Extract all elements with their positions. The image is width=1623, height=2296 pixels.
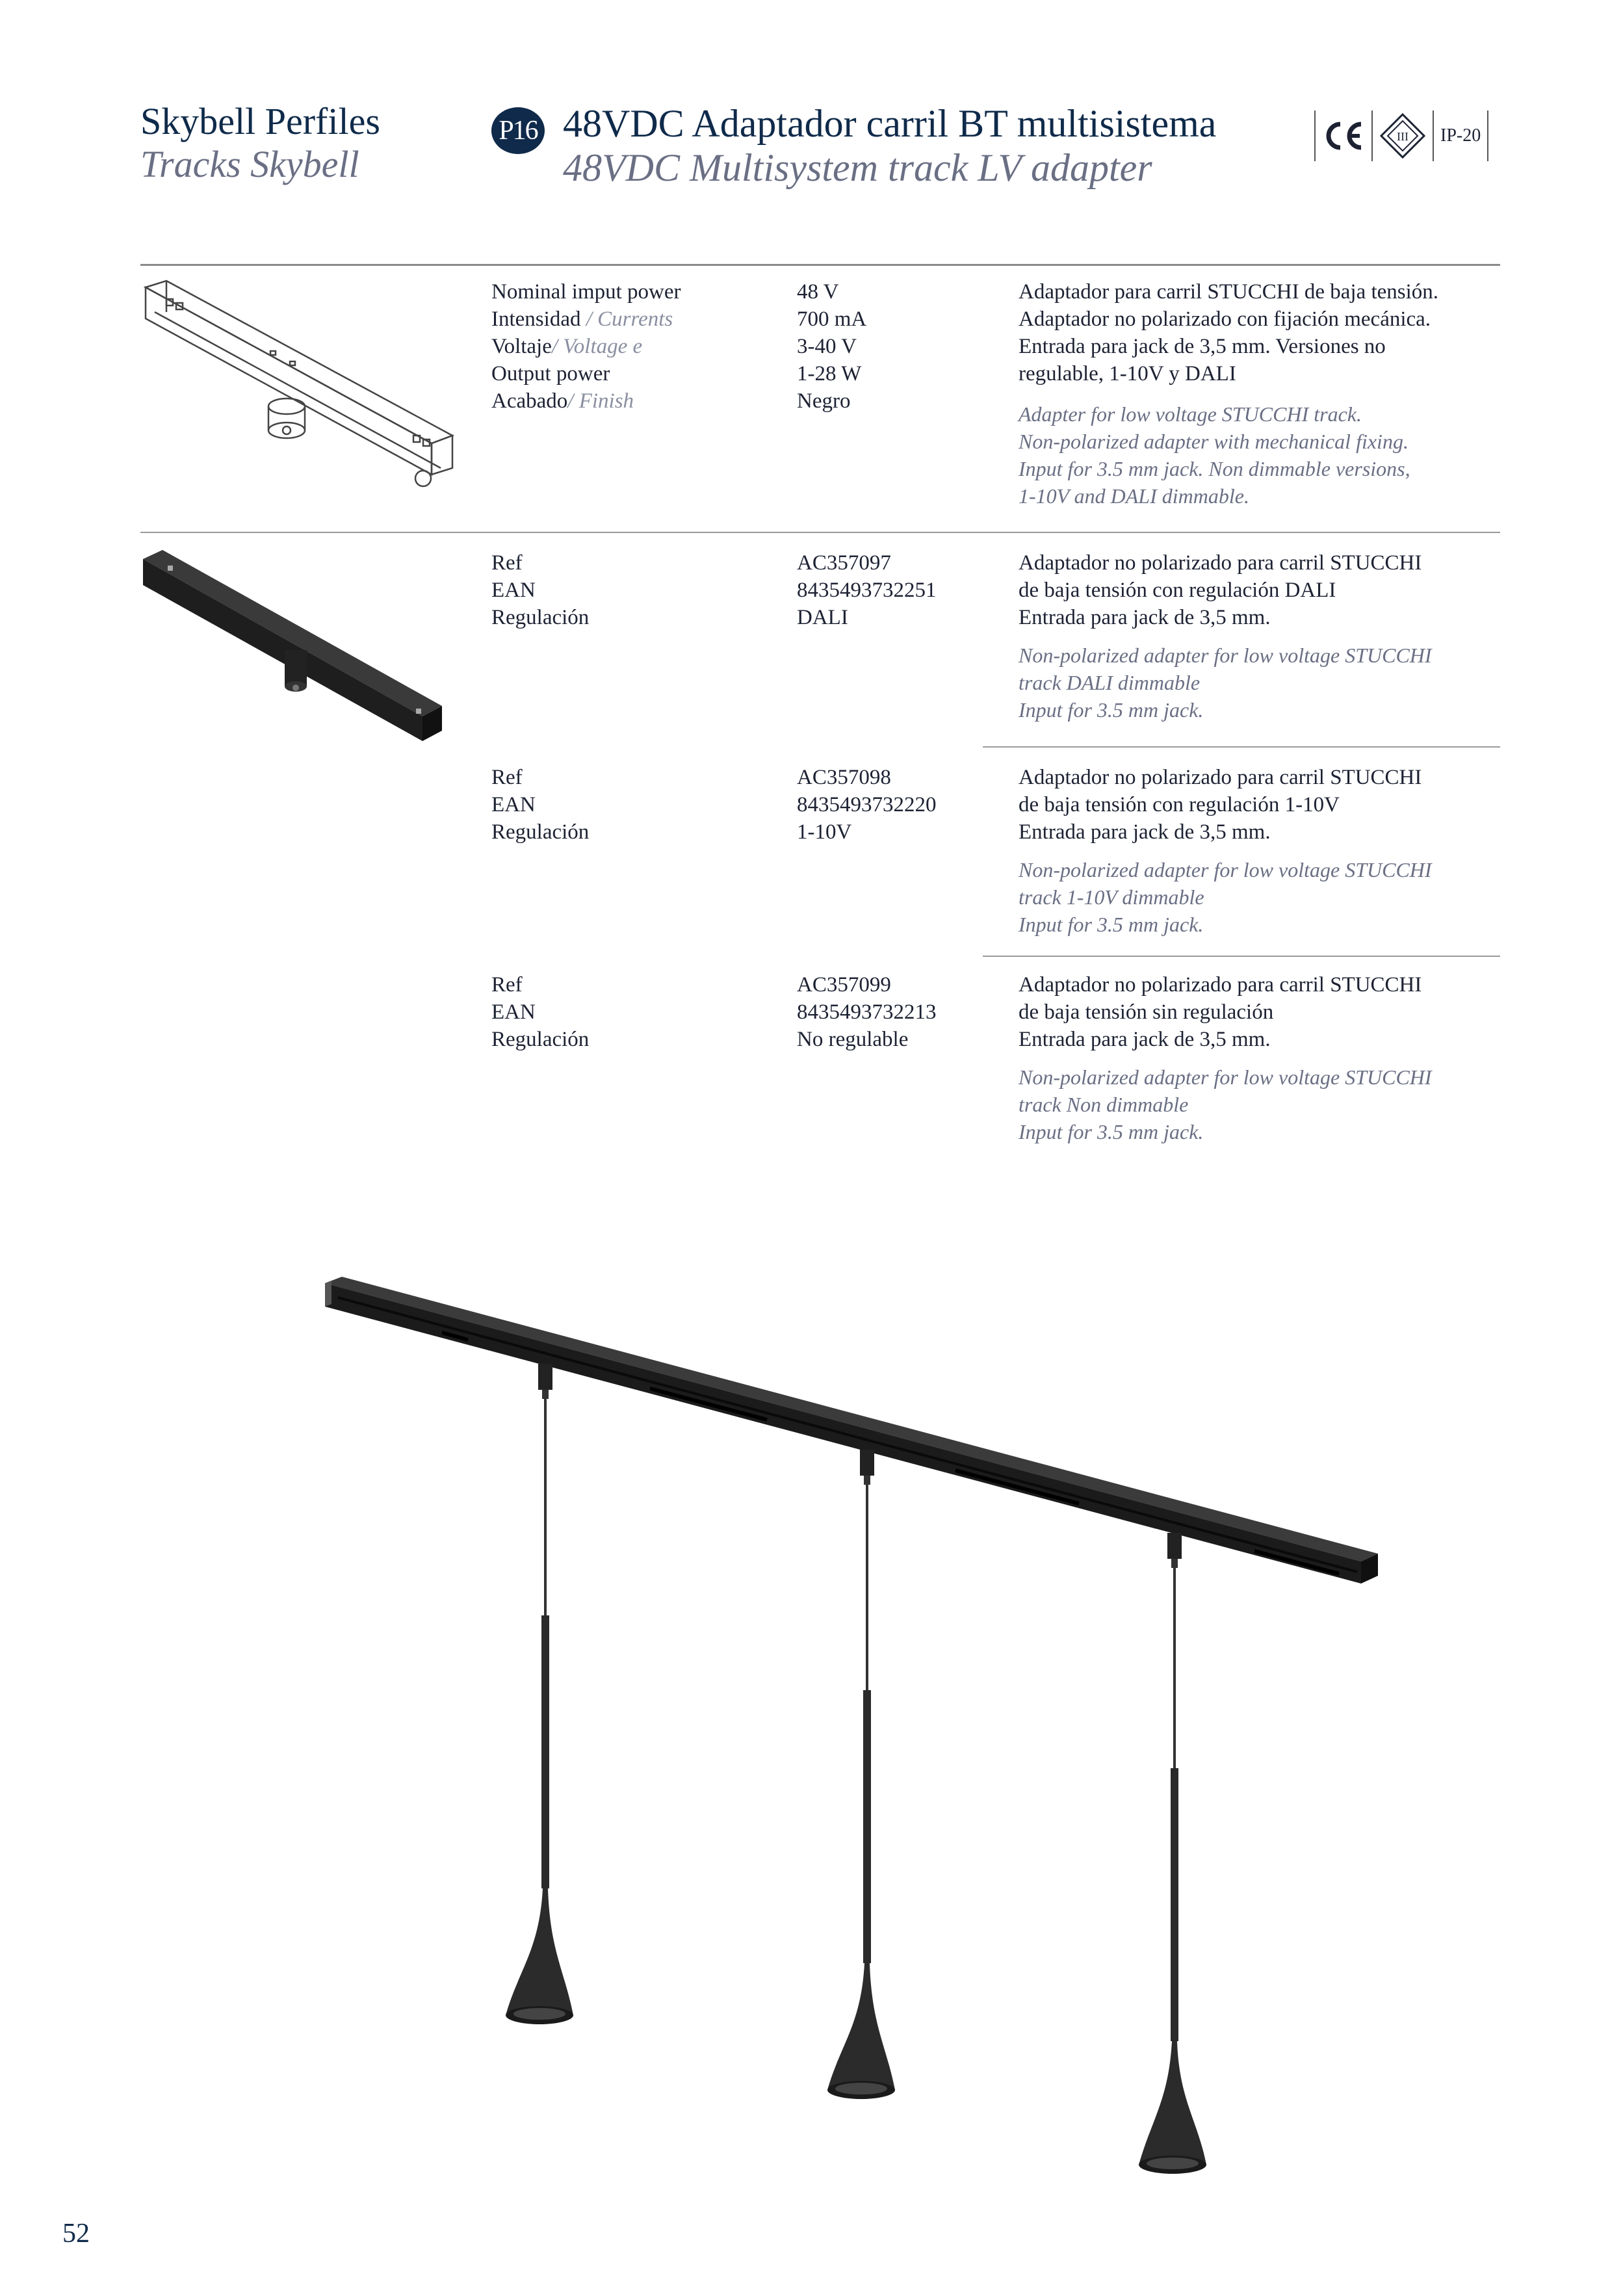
spec-label-en: / Finish — [567, 389, 634, 413]
variant-values — [797, 549, 937, 631]
page-number: 52 — [62, 2219, 90, 2249]
category-title: Skybell Perfiles — [140, 100, 380, 142]
spec-value: Negro — [797, 389, 851, 413]
variant-values — [797, 764, 937, 846]
variant-description: Adaptador no polarizado para carril STUCCHI de baja tensión con regulación DALI Entrada para jack de 3,5 mm. — [1019, 551, 1422, 629]
general-description-en: Adapter for low voltage STUCCHI track. Non-polarized adapter with mechanical fixing. Input for 3.5 mm jack. Non dimmable versions, 1-10V and DALI dimmable. — [1019, 402, 1410, 508]
ce-mark-icon — [1316, 111, 1371, 161]
spec-values — [797, 278, 866, 415]
spec-label: Voltaje — [491, 335, 552, 358]
variant-labels: Ref EAN Regulación — [491, 766, 590, 844]
regulation-value: DALI — [797, 606, 848, 629]
class-iii-icon — [1373, 111, 1433, 161]
variant-description: Adaptador no polarizado para carril STUCCHI de baja tensión con regulación 1-10V Entrada para jack de 3,5 mm. — [1019, 766, 1422, 844]
variant-labels: Ref EAN Regulación — [491, 973, 590, 1051]
adapter-line-drawing — [140, 280, 465, 504]
spec-value: 700 mA — [797, 307, 867, 331]
spec-label-en: / Voltage e — [551, 335, 643, 358]
variant-values — [797, 971, 937, 1053]
ref-value: AC357097 — [797, 551, 891, 575]
section-divider — [983, 956, 1500, 957]
product-title-en: 48VDC Multisystem track LV adapter — [563, 146, 1152, 189]
spec-labels — [491, 278, 681, 415]
spec-value: 1-28 W — [797, 362, 862, 385]
ref-value: AC357098 — [797, 766, 891, 789]
general-description: Adaptador para carril STUCCHI de baja tensión. Adaptador no polarizado con fijación mecánica. Entrada para jack de 3,5 mm. Versiones no regulable, 1-10V y DALI — [1019, 280, 1439, 385]
variant-description-en: Non-polarized adapter for low voltage STUCCHI track 1-10V dimmable Input for 3.5 mm jack. — [1019, 858, 1432, 936]
spec-label-en: / Currents — [586, 307, 673, 331]
variant-description-en: Non-polarized adapter for low voltage STUCCHI track DALI dimmable Input for 3.5 mm jack. — [1019, 644, 1432, 722]
ean-value: 8435493732251 — [797, 579, 937, 602]
spec-value: 3-40 V — [797, 335, 857, 358]
variant-description-en: Non-polarized adapter for low voltage STUCCHI track Non dimmable Input for 3.5 mm jack. — [1019, 1065, 1432, 1143]
certification-marks — [1314, 111, 1488, 161]
section-divider — [140, 264, 1500, 266]
section-divider — [140, 532, 1500, 533]
product-code-badge: P16 — [491, 107, 545, 154]
ean-value: 8435493732220 — [797, 793, 937, 816]
spec-label: Intensidad — [491, 307, 581, 331]
class-iii-label: III — [1397, 130, 1409, 143]
spec-label: Output power — [491, 362, 610, 385]
variant-description: Adaptador no polarizado para carril STUCCHI de baja tensión sin regulación Entrada para jack de 3,5 mm. — [1019, 973, 1422, 1051]
category-subtitle: Tracks Skybell — [140, 143, 359, 185]
product-title: 48VDC Adaptador carril BT multisistema — [563, 102, 1217, 145]
track-pendants-illustration — [312, 1261, 1417, 2200]
ip-rating: IP-20 — [1440, 125, 1481, 146]
adapter-product-image — [136, 546, 448, 751]
regulation-value: 1-10V — [797, 820, 852, 844]
variant-labels: Ref EAN Regulación — [491, 551, 590, 629]
spec-value: 48 V — [797, 280, 839, 304]
spec-label: Acabado — [491, 389, 568, 413]
spec-label: Nominal imput power — [491, 280, 681, 304]
regulation-value: No regulable — [797, 1028, 909, 1051]
ean-value: 8435493732213 — [797, 1000, 937, 1024]
section-divider — [983, 746, 1500, 748]
ref-value: AC357099 — [797, 973, 891, 997]
